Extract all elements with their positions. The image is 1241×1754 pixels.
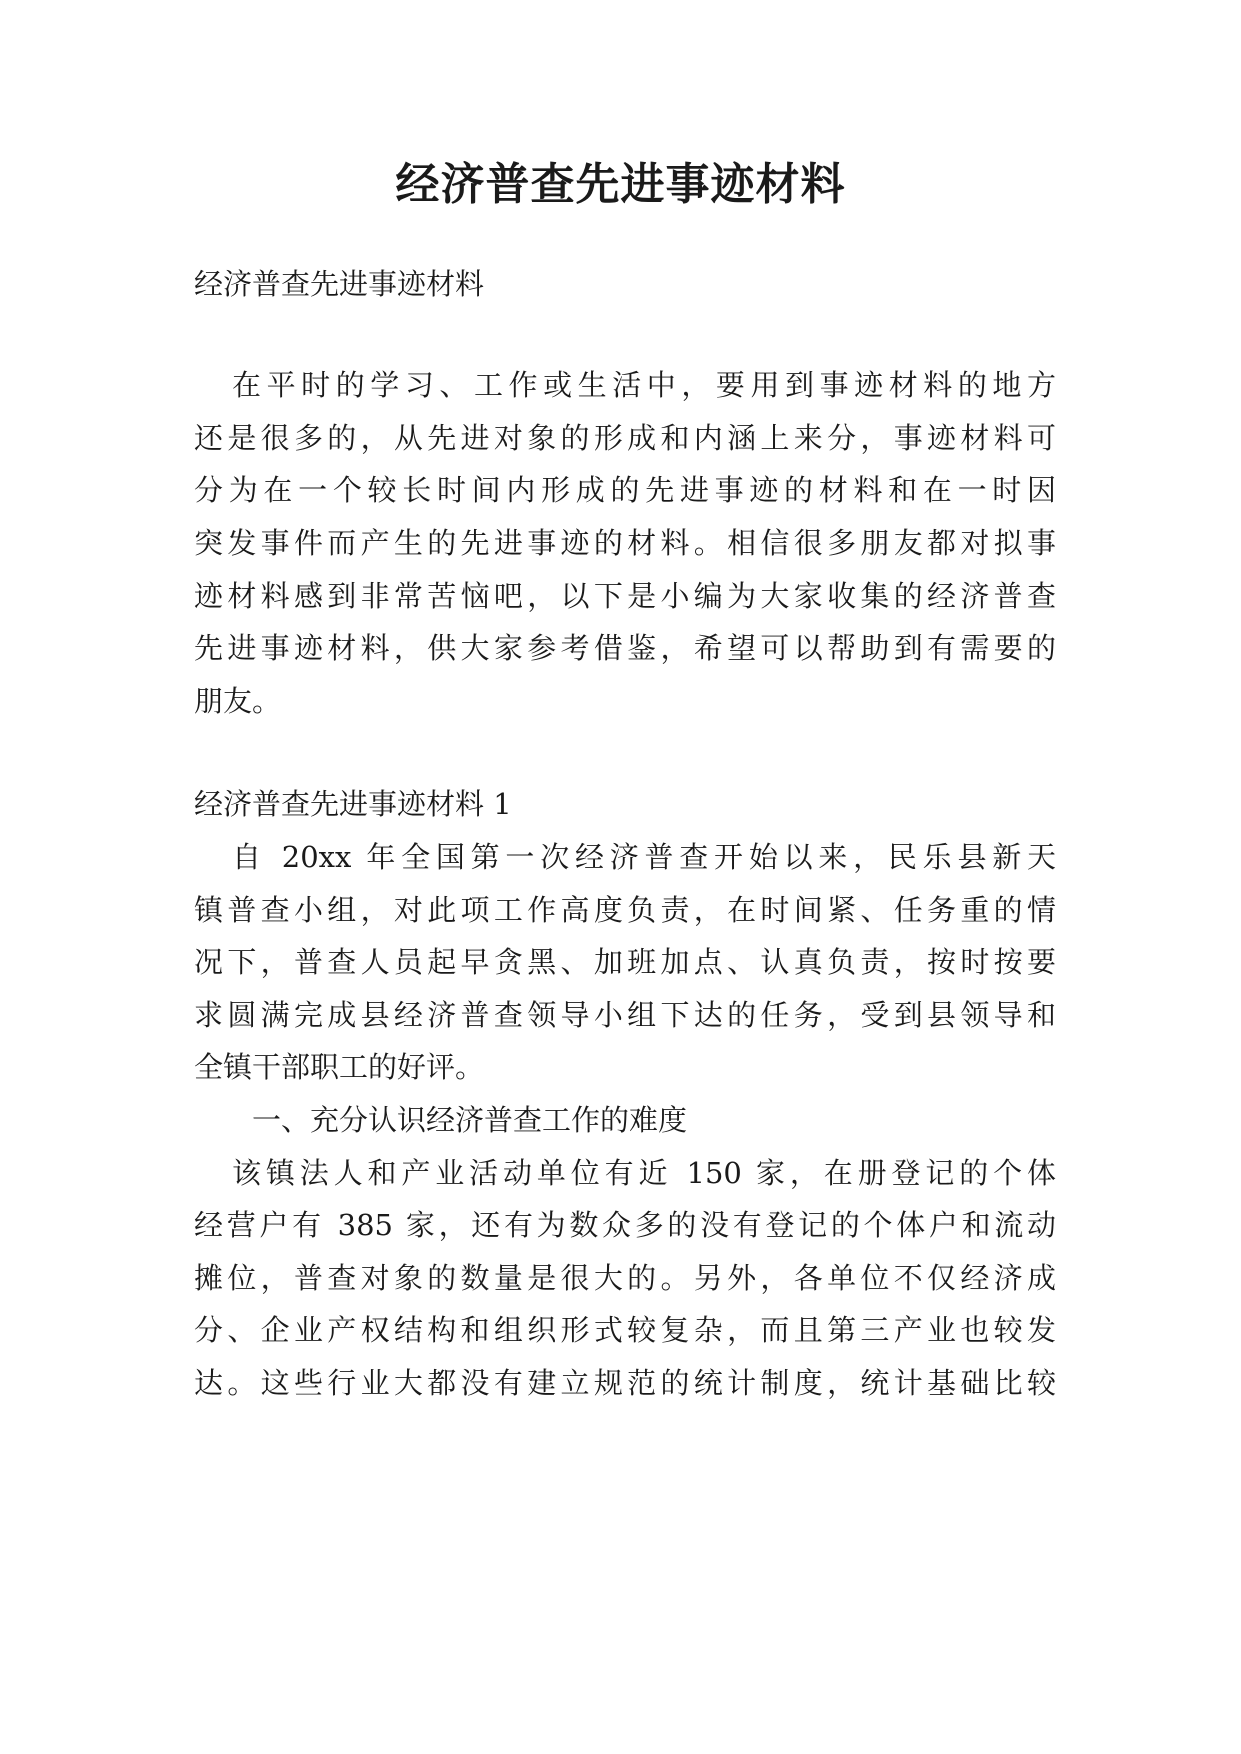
section2-line: 摊位，普查对象的数量是很大的。另外，各单位不仅经济成 — [194, 1261, 1056, 1295]
intro-line: 突发事件而产生的先进事迹的材料。相信很多朋友都对拟事 — [194, 526, 1056, 560]
section1-line: 镇普查小组，对此项工作高度负责，在时间紧、任务重的情 — [194, 893, 1056, 927]
section2-line: 经营户有 385 家，还有为数众多的没有登记的个体户和流动 — [194, 1208, 1056, 1242]
section2-line: 达。这些行业大都没有建立规范的统计制度，统计基础比较 — [194, 1366, 1056, 1400]
intro-line: 在平时的学习、工作或生活中，要用到事迹材料的地方 — [232, 368, 1056, 402]
document-title: 经济普查先进事迹材料 — [395, 159, 846, 210]
intro-line: 分为在一个较长时间内形成的先进事迹的材料和在一时因 — [194, 473, 1056, 507]
section-heading: 经济普查先进事迹材料 1 — [194, 787, 512, 821]
intro-line: 还是很多的，从先进对象的形成和内涵上来分，事迹材料可 — [194, 421, 1056, 455]
section2-line: 该镇法人和产业活动单位有近 150 家，在册登记的个体 — [232, 1156, 1056, 1190]
section1-line: 全镇干部职工的好评。 — [194, 1050, 485, 1084]
section2-line: 分、企业产权结构和组织形式较复杂，而且第三产业也较发 — [194, 1313, 1056, 1347]
section1-line: 况下，普查人员起早贪黑、加班加点、认真负责，按时按要 — [194, 945, 1056, 979]
intro-line: 朋友。 — [194, 684, 282, 718]
intro-line: 迹材料感到非常苦恼吧，以下是小编为大家收集的经济普查 — [194, 579, 1056, 613]
section1-line: 求圆满完成县经济普查领导小组下达的任务，受到县领导和 — [194, 998, 1056, 1032]
intro-line: 先进事迹材料，供大家参考借鉴，希望可以帮助到有需要的 — [194, 631, 1056, 665]
subheading: 一、充分认识经济普查工作的难度 — [252, 1103, 688, 1137]
document-subtitle: 经济普查先进事迹材料 — [194, 267, 485, 301]
section1-line: 自 20xx 年全国第一次经济普查开始以来，民乐县新天 — [232, 840, 1056, 874]
